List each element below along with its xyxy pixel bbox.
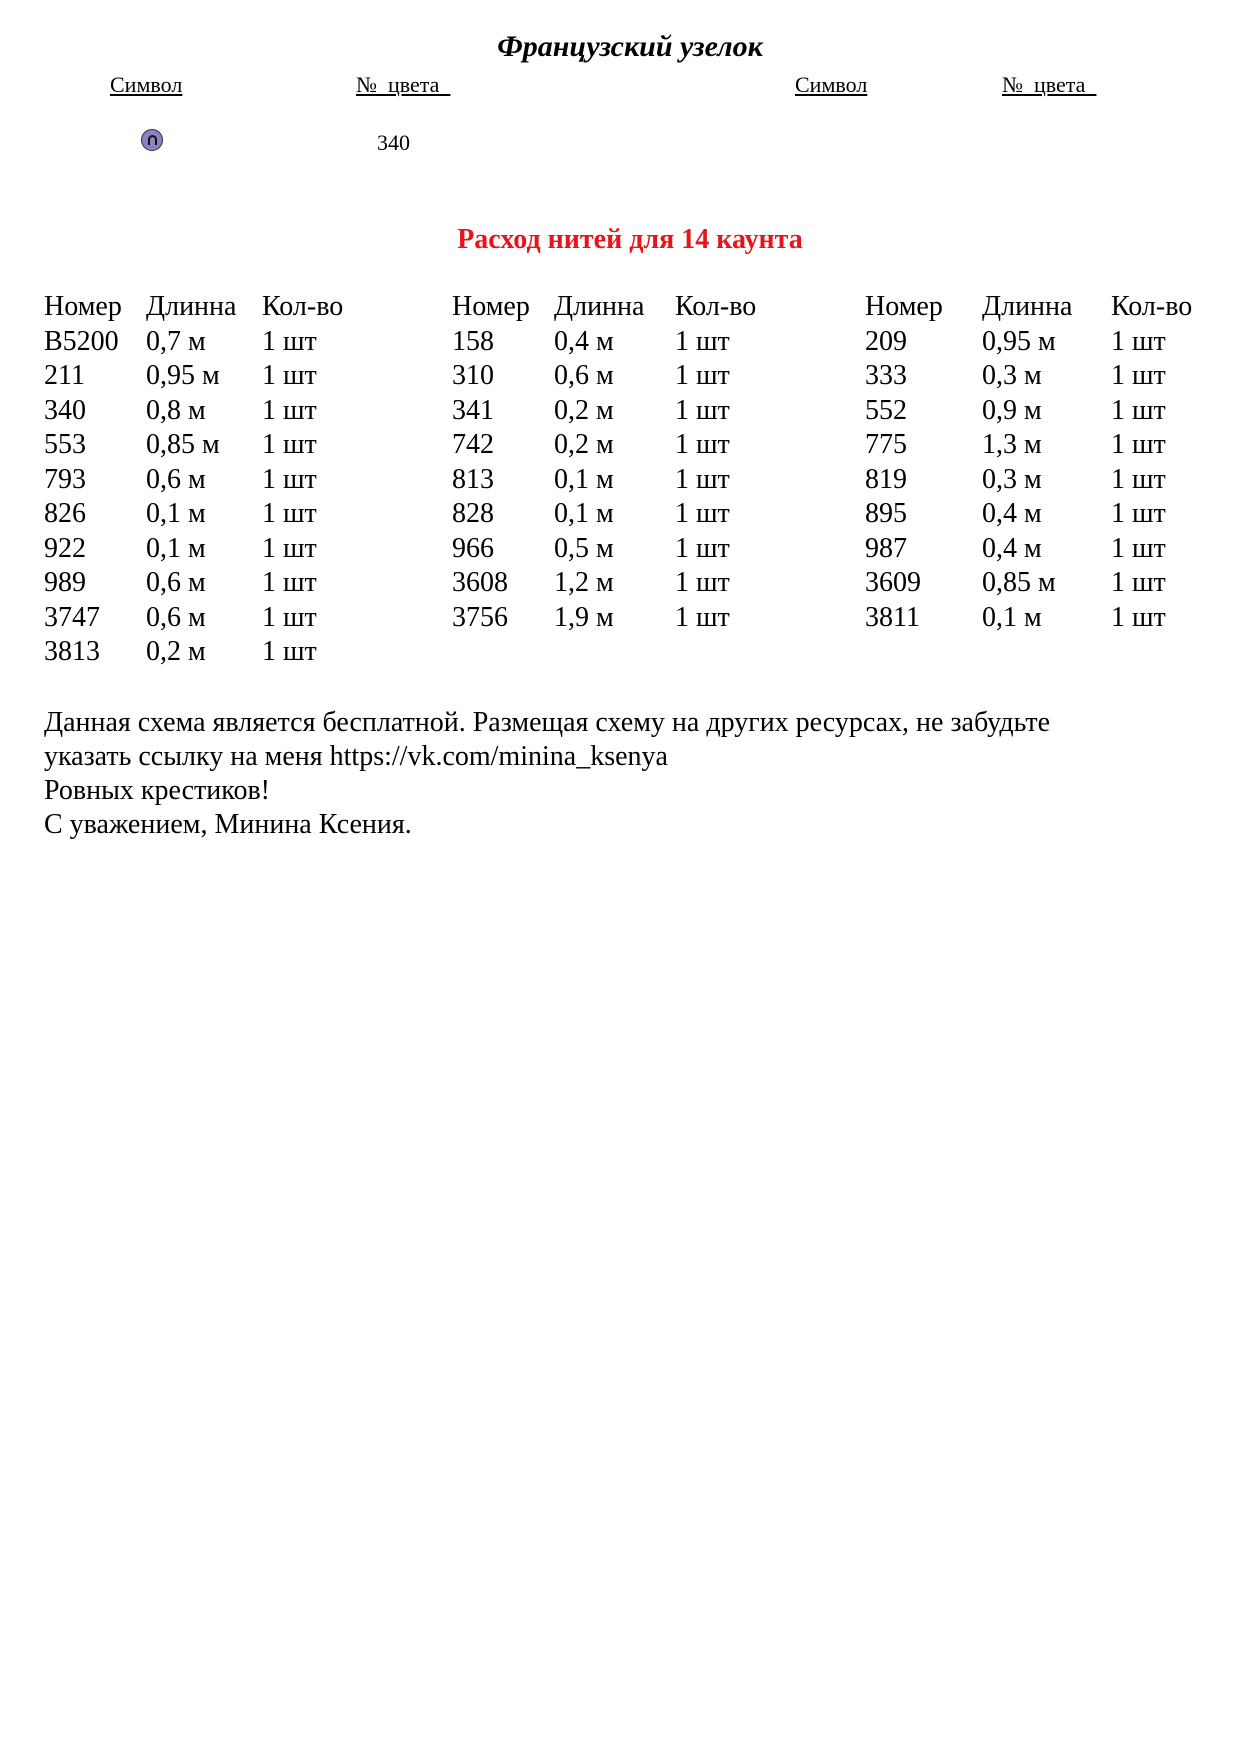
thread-number: 987 bbox=[865, 532, 907, 564]
thread-quantity: 1 шт bbox=[1111, 498, 1166, 529]
thread-length: 0,3 м bbox=[982, 360, 1042, 391]
thread-length: 0,1 м bbox=[146, 532, 206, 564]
table-row bbox=[44, 359, 352, 394]
thread-length: 0,4 м bbox=[554, 325, 614, 357]
thread-number: 3608 bbox=[452, 567, 508, 598]
table-row bbox=[452, 325, 765, 360]
thread-length: 0,9 м bbox=[982, 394, 1042, 426]
thread-number: B5200 bbox=[44, 325, 119, 357]
legend-header-symbol: Символ bbox=[110, 72, 183, 97]
thread-number: 826 bbox=[44, 498, 86, 529]
thread-number: 211 bbox=[44, 360, 85, 391]
thread-quantity: 1 шт bbox=[675, 498, 730, 529]
thread-length: 0,8 м bbox=[146, 394, 206, 426]
table-row bbox=[452, 566, 765, 601]
thread-length: 0,95 м bbox=[982, 325, 1056, 357]
footer-line: Ровных крестиков! bbox=[44, 775, 270, 806]
footer-line: Данная схема является бесплатной. Размещая схему на других ресурсах, не забудьте bbox=[44, 707, 1050, 738]
table-row bbox=[865, 463, 1201, 498]
table-row bbox=[452, 394, 765, 429]
table-header-cell: Номер bbox=[44, 291, 122, 322]
thread-length: 0,1 м bbox=[554, 498, 614, 529]
thread-quantity: 1 шт bbox=[675, 325, 730, 357]
table-header-cell: Длинна bbox=[146, 291, 237, 322]
thread-quantity: 1 шт bbox=[675, 567, 730, 598]
table-row bbox=[865, 394, 1201, 429]
table-row bbox=[865, 532, 1201, 567]
thread-length: 0,2 м bbox=[146, 636, 206, 667]
table-header-cell: Кол-во bbox=[262, 291, 344, 322]
thread-number: 922 bbox=[44, 532, 86, 564]
thread-quantity: 1 шт bbox=[262, 532, 317, 564]
thread-number: 966 bbox=[452, 532, 494, 564]
thread-length: 0,1 м bbox=[982, 601, 1042, 633]
table-row bbox=[44, 394, 352, 429]
thread-length: 0,4 м bbox=[982, 532, 1042, 564]
thread-number: 793 bbox=[44, 463, 86, 495]
table-row bbox=[452, 463, 765, 498]
page-title: Французский узелок bbox=[497, 30, 763, 63]
thread-length: 0,85 м bbox=[146, 429, 220, 460]
thread-quantity: 1 шт bbox=[675, 532, 730, 564]
thread-number: 819 bbox=[865, 463, 907, 495]
thread-number: 158 bbox=[452, 325, 494, 357]
thread-number: 3756 bbox=[452, 601, 508, 633]
thread-number: 3813 bbox=[44, 636, 100, 667]
thread-number: 552 bbox=[865, 394, 907, 426]
thread-quantity: 1 шт bbox=[262, 463, 317, 495]
thread-length: 1,9 м bbox=[554, 601, 614, 633]
table-header-cell: Номер bbox=[865, 291, 943, 322]
table-row bbox=[44, 532, 352, 567]
thread-number: 341 bbox=[452, 394, 494, 426]
circle-arch-symbol-icon bbox=[141, 129, 163, 151]
thread-quantity: 1 шт bbox=[262, 429, 317, 460]
thread-length: 0,3 м bbox=[982, 463, 1042, 495]
table-row bbox=[865, 359, 1201, 394]
thread-length: 1,2 м bbox=[554, 567, 614, 598]
footer-line: С уважением, Минина Ксения. bbox=[44, 809, 412, 840]
thread-table-column-3 bbox=[865, 290, 1201, 635]
thread-number: 828 bbox=[452, 498, 494, 529]
table-header-row bbox=[865, 290, 1201, 325]
footer-line: указать ссылку на меня https://vk.com/minina_ksenya bbox=[44, 741, 668, 772]
table-row bbox=[452, 428, 765, 463]
thread-number: 340 bbox=[44, 394, 86, 426]
table-header-cell: Длинна bbox=[554, 291, 645, 322]
thread-table-column-1 bbox=[44, 290, 352, 670]
table-row bbox=[865, 325, 1201, 360]
thread-number: 553 bbox=[44, 429, 86, 460]
table-header-cell: Номер bbox=[452, 291, 530, 322]
thread-quantity: 1 шт bbox=[262, 636, 317, 667]
thread-length: 0,2 м bbox=[554, 429, 614, 460]
thread-number: 3609 bbox=[865, 567, 921, 598]
thread-number: 3811 bbox=[865, 601, 920, 633]
thread-table-column-2 bbox=[452, 290, 765, 635]
table-row bbox=[865, 428, 1201, 463]
thread-number: 895 bbox=[865, 498, 907, 529]
thread-quantity: 1 шт bbox=[1111, 325, 1166, 357]
thread-length: 0,1 м bbox=[146, 498, 206, 529]
thread-length: 0,6 м bbox=[146, 463, 206, 495]
thread-length: 0,2 м bbox=[554, 394, 614, 426]
thread-length: 0,1 м bbox=[554, 463, 614, 495]
table-header-cell: Кол-во bbox=[1111, 291, 1193, 322]
table-row bbox=[44, 497, 352, 532]
table-header-cell: Длинна bbox=[982, 291, 1073, 322]
table-row bbox=[44, 635, 352, 670]
table-row bbox=[44, 601, 352, 636]
thread-quantity: 1 шт bbox=[1111, 394, 1166, 426]
thread-quantity: 1 шт bbox=[262, 567, 317, 598]
thread-length: 0,85 м bbox=[982, 567, 1056, 598]
thread-quantity: 1 шт bbox=[1111, 463, 1166, 495]
table-row bbox=[452, 601, 765, 636]
table-row bbox=[452, 532, 765, 567]
thread-usage-heading: Расход нитей для 14 каунта bbox=[457, 224, 803, 255]
table-row bbox=[865, 601, 1201, 636]
thread-quantity: 1 шт bbox=[1111, 360, 1166, 391]
thread-quantity: 1 шт bbox=[262, 325, 317, 357]
thread-number: 209 bbox=[865, 325, 907, 357]
thread-quantity: 1 шт bbox=[675, 463, 730, 495]
table-header-row bbox=[44, 290, 352, 325]
thread-length: 0,6 м bbox=[554, 360, 614, 391]
thread-length: 0,6 м bbox=[146, 567, 206, 598]
thread-length: 0,5 м bbox=[554, 532, 614, 564]
table-header-row bbox=[452, 290, 765, 325]
table-header-cell: Кол-во bbox=[675, 291, 757, 322]
thread-quantity: 1 шт bbox=[262, 498, 317, 529]
thread-length: 0,95 м bbox=[146, 360, 220, 391]
thread-quantity: 1 шт bbox=[1111, 601, 1166, 633]
thread-length: 0,4 м bbox=[982, 498, 1042, 529]
table-row bbox=[865, 497, 1201, 532]
table-row bbox=[452, 359, 765, 394]
thread-quantity: 1 шт bbox=[675, 360, 730, 391]
thread-quantity: 1 шт bbox=[675, 429, 730, 460]
table-row bbox=[865, 566, 1201, 601]
thread-quantity: 1 шт bbox=[675, 601, 730, 633]
thread-quantity: 1 шт bbox=[1111, 532, 1166, 564]
footer-note bbox=[44, 706, 1050, 842]
table-row bbox=[44, 566, 352, 601]
table-row bbox=[452, 497, 765, 532]
thread-number: 333 bbox=[865, 360, 907, 391]
thread-quantity: 1 шт bbox=[675, 394, 730, 426]
thread-number: 989 bbox=[44, 567, 86, 598]
thread-number: 3747 bbox=[44, 601, 100, 633]
thread-number: 775 bbox=[865, 429, 907, 460]
thread-number: 310 bbox=[452, 360, 494, 391]
thread-quantity: 1 шт bbox=[1111, 567, 1166, 598]
legend-header-color-number: № цвета bbox=[356, 72, 451, 97]
legend-color-number: 340 bbox=[377, 130, 410, 155]
legend-header-symbol-2: Символ bbox=[795, 72, 868, 97]
thread-length: 0,6 м bbox=[146, 601, 206, 633]
thread-number: 742 bbox=[452, 429, 494, 460]
legend-header-color-number-2: № цвета bbox=[1002, 72, 1097, 97]
thread-quantity: 1 шт bbox=[262, 360, 317, 391]
thread-number: 813 bbox=[452, 463, 494, 495]
thread-length: 0,7 м bbox=[146, 325, 206, 357]
thread-length: 1,3 м bbox=[982, 429, 1042, 460]
table-row bbox=[44, 428, 352, 463]
table-row bbox=[44, 463, 352, 498]
table-row bbox=[44, 325, 352, 360]
thread-quantity: 1 шт bbox=[1111, 429, 1166, 460]
thread-quantity: 1 шт bbox=[262, 394, 317, 426]
thread-quantity: 1 шт bbox=[262, 601, 317, 633]
